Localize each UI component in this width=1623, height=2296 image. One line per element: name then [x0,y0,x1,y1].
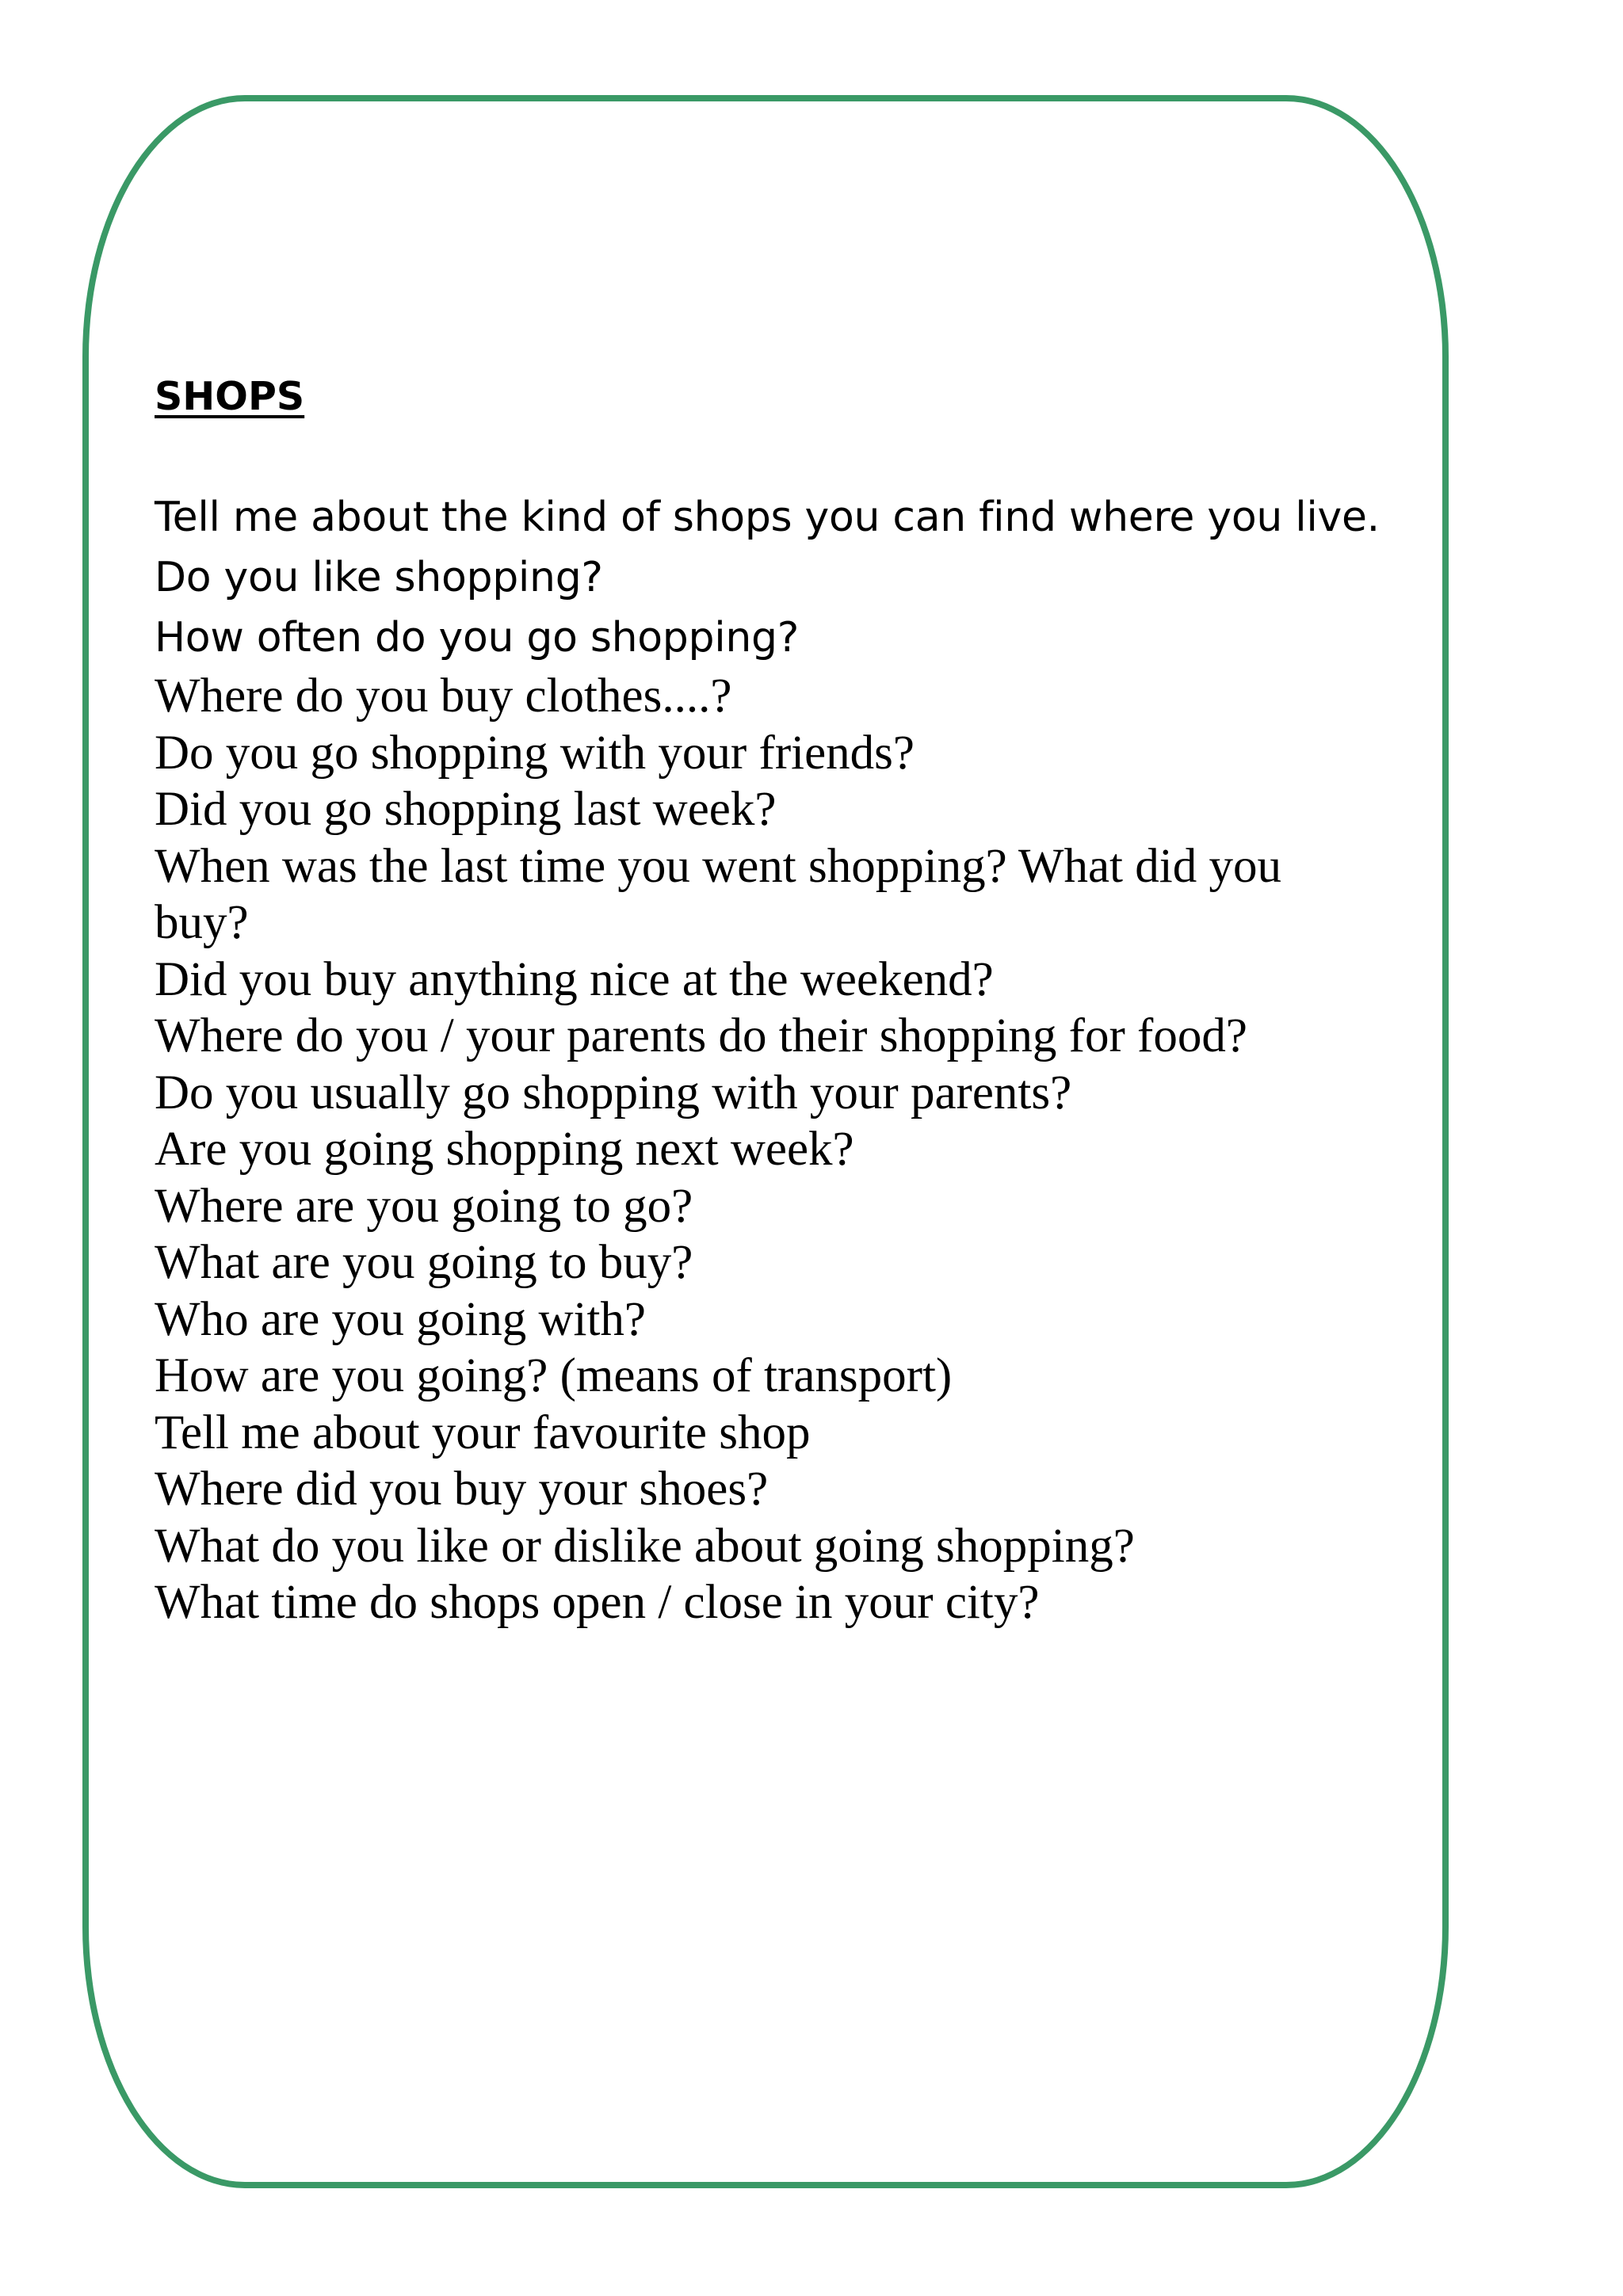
question-line: Where do you / your parents do their shopping for food? [155,1009,1247,1062]
question-line: Do you go shopping with your friends? [155,726,915,780]
question-line: Where did you buy your shoes? [155,1463,769,1516]
question-line: Where are you going to go? [155,1179,693,1233]
question-line: What are you going to buy? [155,1236,693,1289]
question-line: Tell me about your favourite shop [155,1405,811,1459]
question-line: buy? [155,896,249,949]
question-line: How often do you go shopping? [155,614,800,662]
question-line: Where do you buy clothes....? [155,669,732,723]
question-line: Do you like shopping? [155,554,603,601]
question-line: Who are you going with? [155,1292,647,1346]
question-line: Do you usually go shopping with your parents? [155,1066,1072,1119]
question-line: Did you buy anything nice at the weekend? [155,952,994,1006]
intro-questions [155,487,1423,668]
question-line: Are you going shopping next week? [155,1123,854,1176]
question-line: How are you going? (means of transport) [155,1349,953,1402]
main-questions [155,668,1423,1631]
question-line: What do you like or dislike about going shopping? [155,1519,1135,1573]
question-line: When was the last time you went shopping? What did you [155,839,1281,893]
worksheet-title: SHOPS [155,374,305,419]
question-line: What time do shops open / close in your city? [155,1576,1040,1629]
question-line: Did you go shopping last week? [155,783,777,836]
question-line: Tell me about the kind of shops you can find where you live. [155,494,1380,541]
worksheet-content [155,369,1423,1631]
